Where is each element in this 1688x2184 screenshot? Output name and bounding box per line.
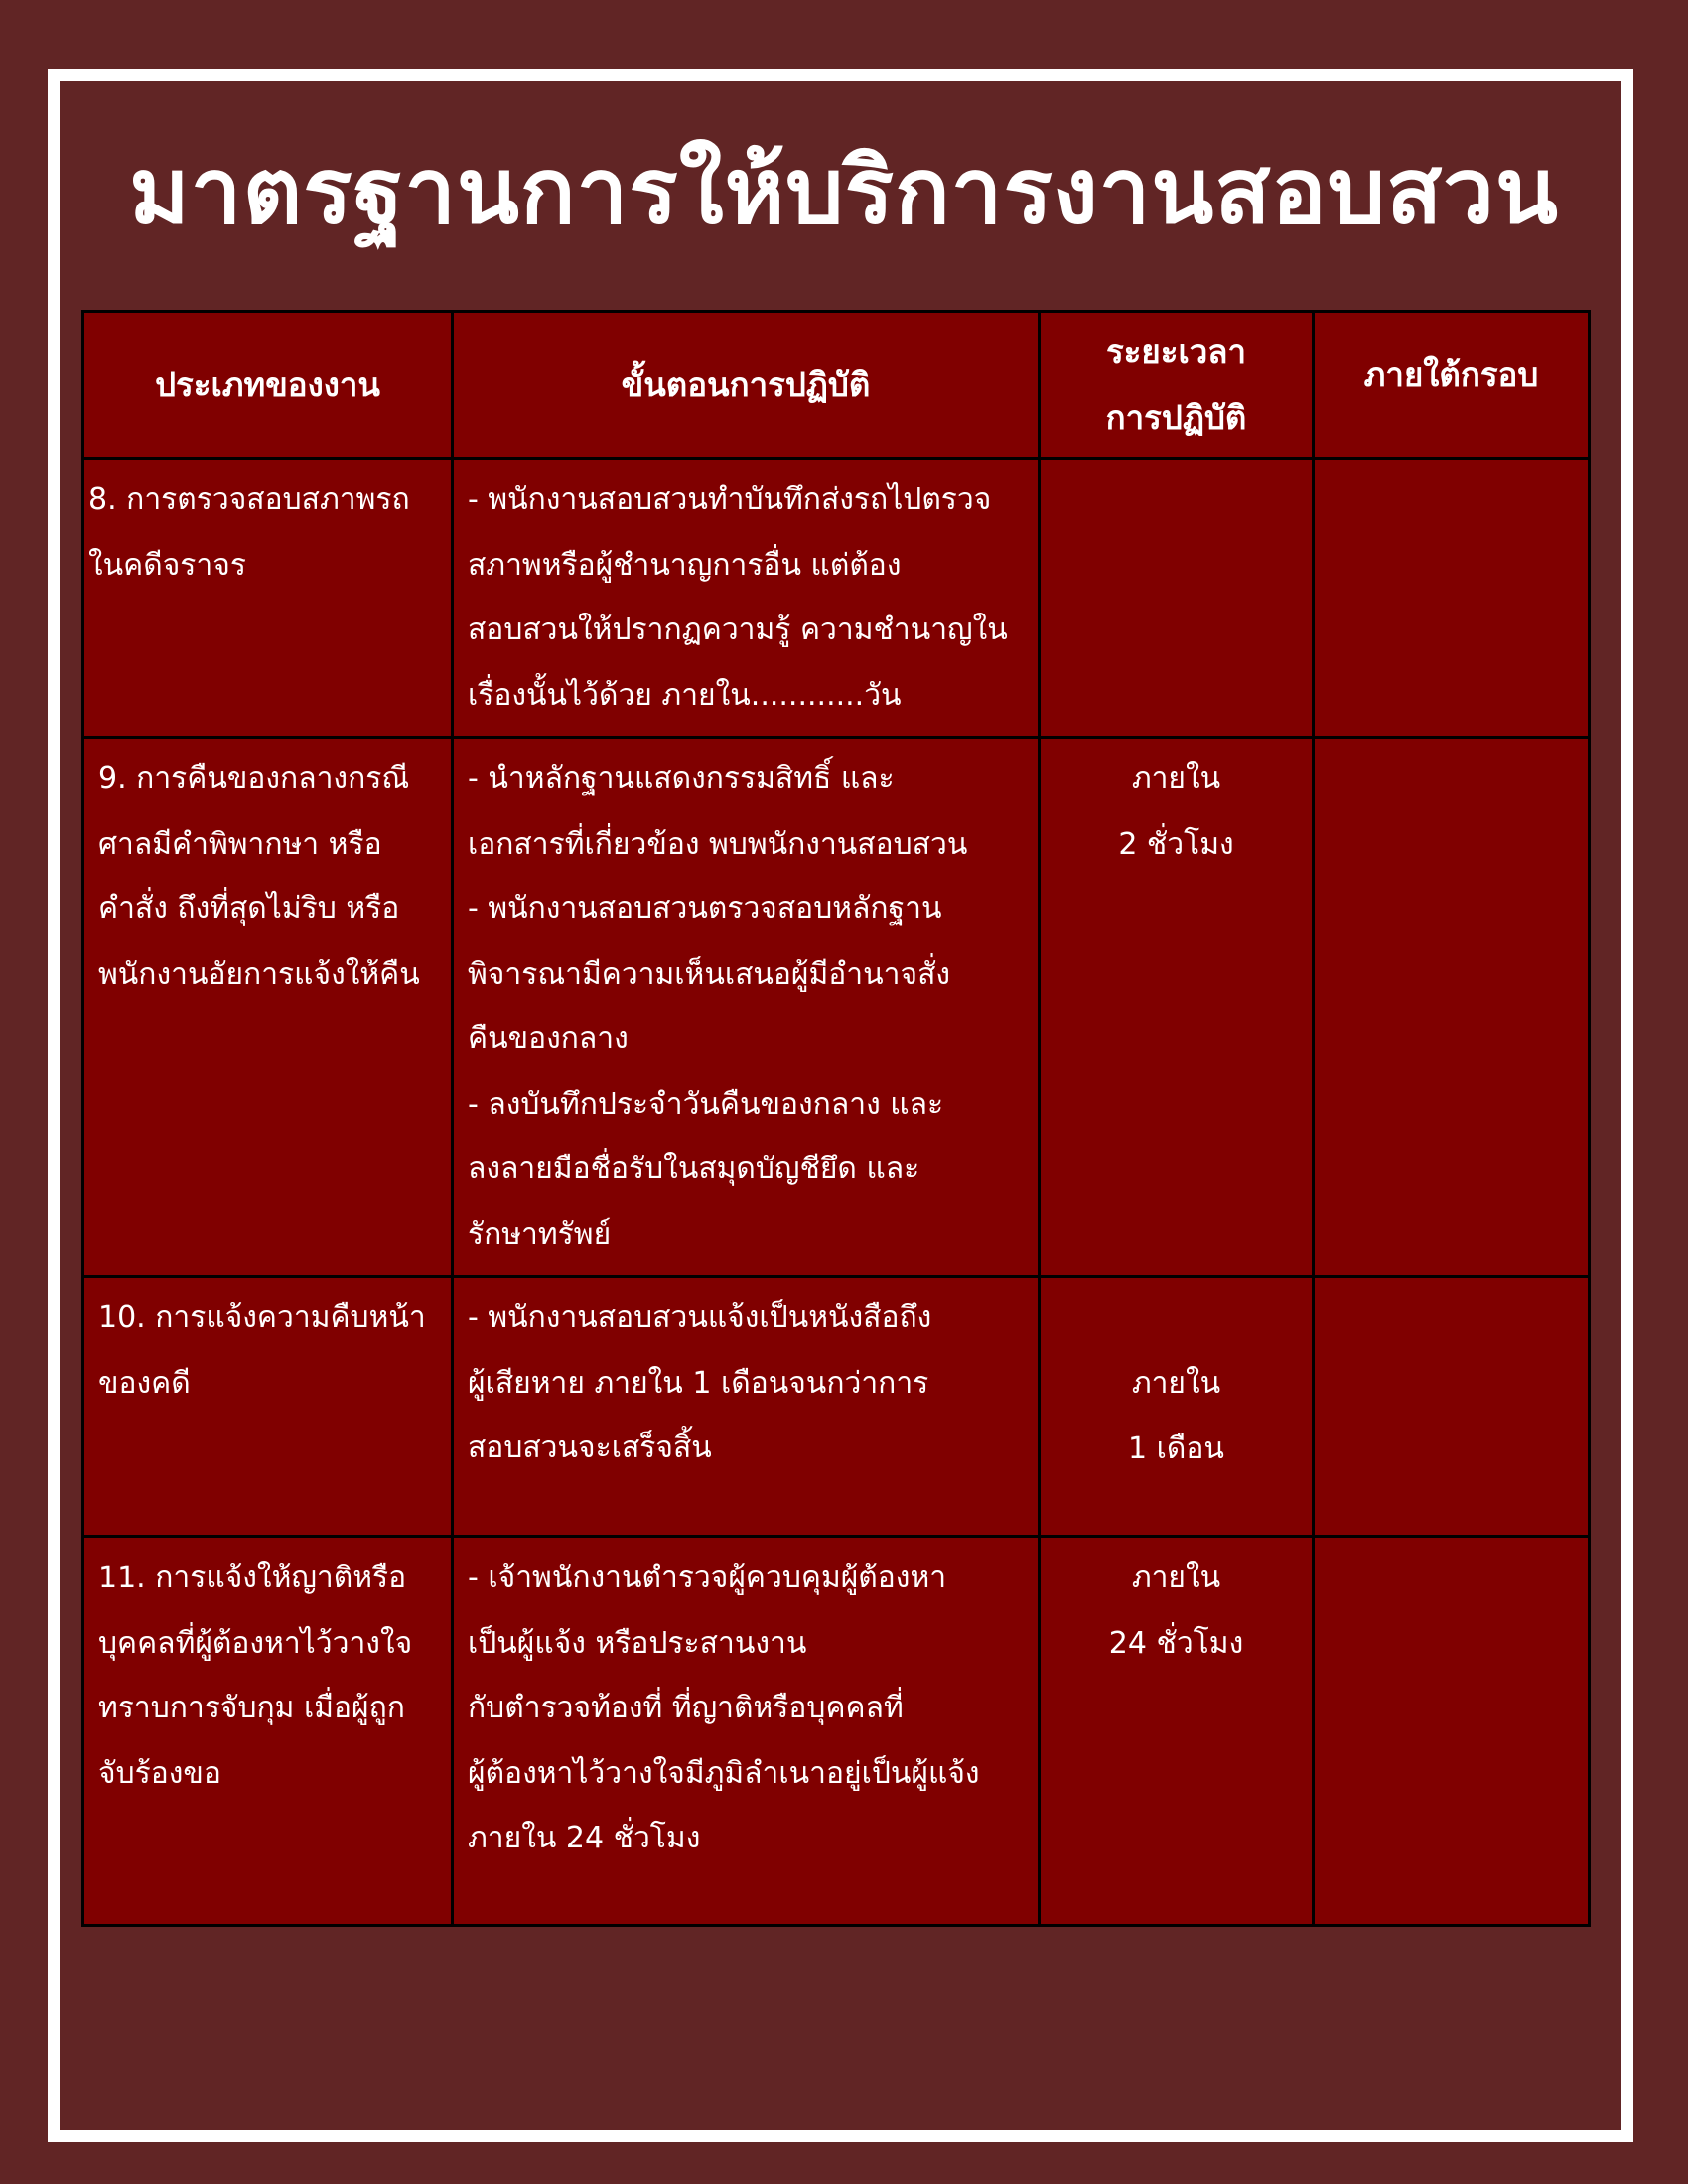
duration-line1: ภายใน bbox=[1131, 1561, 1221, 1595]
table-row bbox=[83, 1277, 1590, 1537]
duration-line2: 24 ชั่วโมง bbox=[1108, 1625, 1244, 1661]
procedure-line: สอบสวนจะเสร็จสิ้น bbox=[468, 1431, 712, 1465]
header-procedure: ขั้นตอนการปฏิบัติ bbox=[453, 312, 1040, 459]
table-row bbox=[83, 459, 1590, 738]
service-standard-table bbox=[81, 310, 1591, 1927]
procedure-line: สอบสวนให้ปรากฏความรู้ ความชำนาญใน bbox=[468, 613, 1008, 647]
procedure-line: - พนักงานสอบสวนแจ้งเป็นหนังสือถึง bbox=[468, 1300, 932, 1335]
procedure-line: ลงลายมือชื่อรับในสมุดบัญชียึด และ bbox=[468, 1152, 920, 1186]
procedure-line: ผู้ต้องหาไว้วางใจมีภูมิลำเนาอยู่เป็นผู้แจ้ง bbox=[468, 1755, 980, 1791]
header-duration bbox=[1040, 312, 1314, 459]
procedure-line: เป็นผู้แจ้ง หรือประสานงาน bbox=[468, 1625, 807, 1661]
work-type-line: จับร้องขอ bbox=[98, 1755, 221, 1791]
procedure-line: เรื่องนั้นไว้ด้วย ภายใน............วัน bbox=[468, 677, 902, 713]
header-duration-line2: การปฏิบัติ bbox=[1105, 397, 1247, 437]
header-duration-line1: ระยะเวลา bbox=[1105, 332, 1247, 371]
work-type-line: ในคดีจราจร bbox=[88, 547, 246, 583]
work-type-cell bbox=[83, 1277, 453, 1537]
framework-cell bbox=[1314, 459, 1590, 738]
framework-cell bbox=[1314, 1277, 1590, 1537]
work-type-line: พนักงานอัยการแจ้งให้คืน bbox=[98, 956, 420, 992]
work-type-line: ของคดี bbox=[98, 1365, 191, 1401]
procedure-line: - พนักงานสอบสวนตรวจสอบหลักฐาน bbox=[468, 891, 942, 926]
work-type-line: คำสั่ง ถึงที่สุดไม่ริบ หรือ bbox=[98, 891, 400, 926]
procedure-cell bbox=[453, 1537, 1040, 1926]
work-type-line: ศาลมีคำพิพากษา หรือ bbox=[98, 826, 382, 862]
duration-cell bbox=[1040, 1277, 1314, 1537]
procedure-line: สภาพหรือผู้ชำนาญการอื่น แต่ต้อง bbox=[468, 547, 902, 583]
work-type-line: 8. การตรวจสอบสภาพรถ bbox=[88, 482, 410, 517]
duration-cell bbox=[1040, 738, 1314, 1277]
framework-cell bbox=[1314, 738, 1590, 1277]
page-title: มาตรฐานการให้บริการงานสอบสวน bbox=[129, 138, 1559, 244]
procedure-line: - เจ้าพนักงานตำรวจผู้ควบคุมผู้ต้องหา bbox=[468, 1561, 947, 1595]
work-type-cell bbox=[83, 459, 453, 738]
procedure-cell bbox=[453, 738, 1040, 1277]
duration-cell bbox=[1040, 459, 1314, 738]
header-work-type: ประเภทของงาน bbox=[83, 312, 453, 459]
procedure-line: รักษาทรัพย์ bbox=[468, 1216, 612, 1252]
table-row bbox=[83, 1537, 1590, 1926]
framework-cell bbox=[1314, 1537, 1590, 1926]
table-header-row bbox=[83, 312, 1590, 459]
procedure-line: เอกสารที่เกี่ยวข้อง พบพนักงานสอบสวน bbox=[468, 826, 968, 862]
procedure-line: - ลงบันทึกประจำวันคืนของกลาง และ bbox=[468, 1086, 944, 1122]
procedure-cell bbox=[453, 459, 1040, 738]
duration-line1: ภายใน bbox=[1131, 1366, 1221, 1401]
duration-cell bbox=[1040, 1537, 1314, 1926]
procedure-line: คืนของกลาง bbox=[468, 1022, 629, 1056]
procedure-line: ภายใน 24 ชั่วโมง bbox=[468, 1821, 701, 1855]
work-type-line: ทราบการจับกุม เมื่อผู้ถูก bbox=[98, 1691, 405, 1725]
work-type-cell bbox=[83, 738, 453, 1277]
procedure-line: กับตำรวจท้องที่ ที่ญาติหรือบุคคลที่ bbox=[468, 1691, 904, 1725]
table-row bbox=[83, 738, 1590, 1277]
procedure-line: พิจารณามีความเห็นเสนอผู้มีอำนาจสั่ง bbox=[468, 956, 951, 992]
procedure-line: - พนักงานสอบสวนทำบันทึกส่งรถไปตรวจ bbox=[468, 482, 992, 517]
work-type-line: 10. การแจ้งความคืบหน้า bbox=[98, 1300, 426, 1335]
procedure-line: - นำหลักฐานแสดงกรรมสิทธิ์ และ bbox=[468, 761, 895, 796]
duration-line1: ภายใน bbox=[1131, 761, 1221, 796]
procedure-line: ผู้เสียหาย ภายใน 1 เดือนจนกว่าการ bbox=[468, 1365, 929, 1401]
header-framework: ภายใต้กรอบ bbox=[1314, 312, 1590, 459]
work-type-line: 9. การคืนของกลางกรณี bbox=[98, 761, 410, 796]
procedure-cell bbox=[453, 1277, 1040, 1537]
duration-line2: 1 เดือน bbox=[1128, 1431, 1224, 1466]
duration-line2: 2 ชั่วโมง bbox=[1118, 826, 1234, 862]
work-type-line: 11. การแจ้งให้ญาติหรือ bbox=[98, 1561, 407, 1595]
work-type-cell bbox=[83, 1537, 453, 1926]
work-type-line: บุคคลที่ผู้ต้องหาไว้วางใจ bbox=[98, 1625, 413, 1661]
